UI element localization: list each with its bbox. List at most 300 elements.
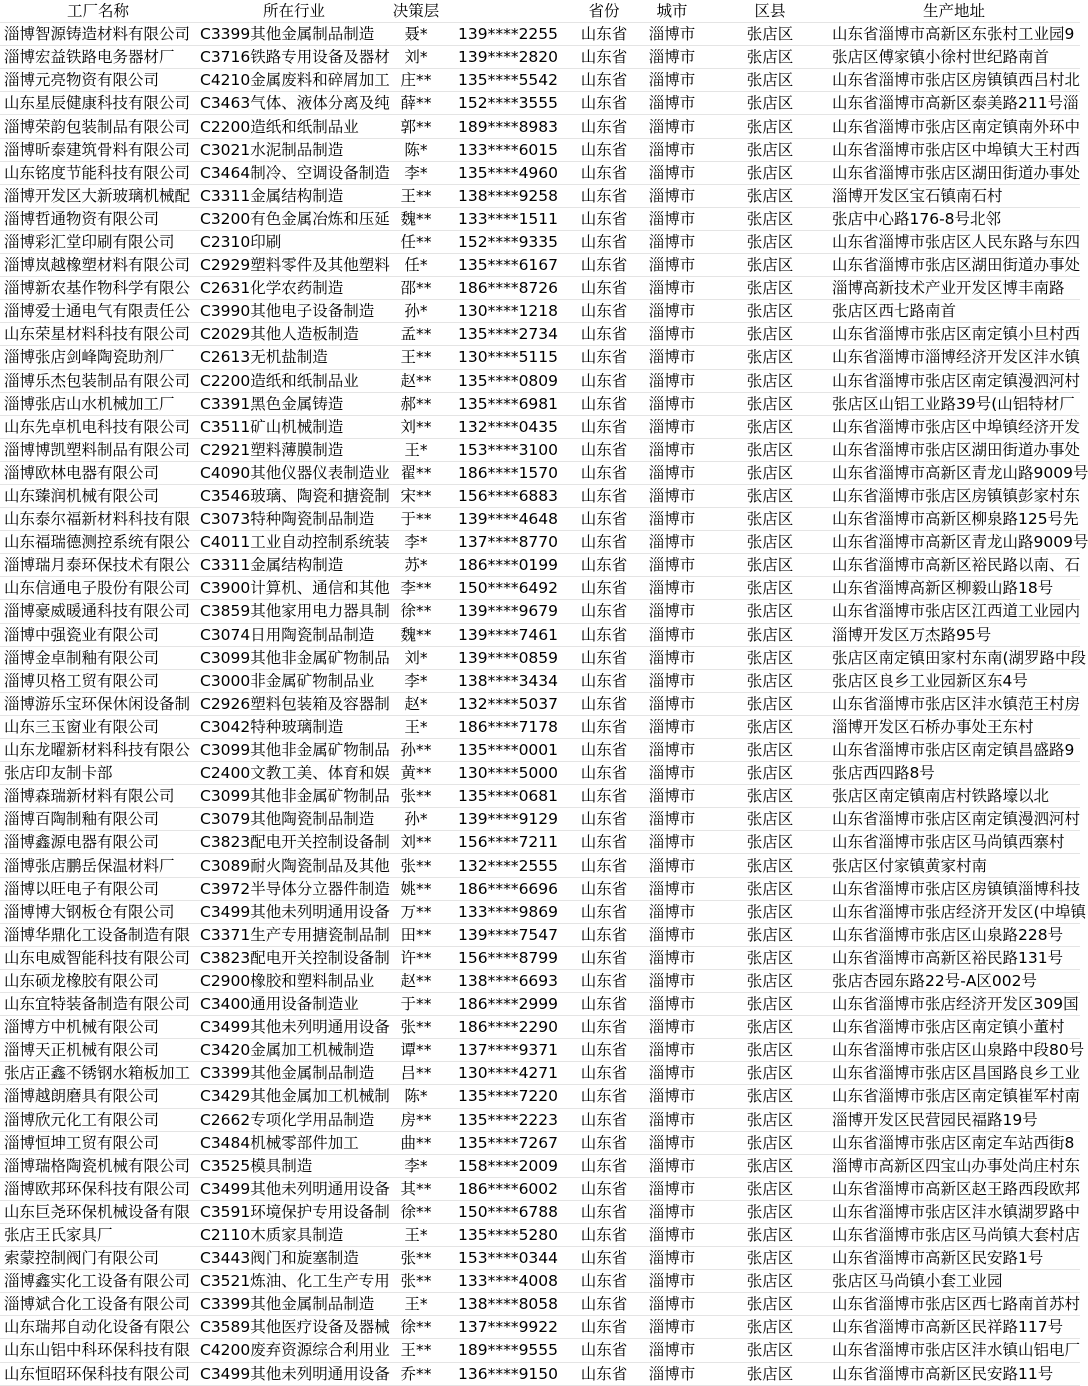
phone-cell[interactable]: 135****0809 (440, 369, 576, 392)
province-cell[interactable]: 山东省 (576, 623, 632, 646)
district-cell[interactable]: 张店区 (712, 1108, 828, 1131)
industry-cell[interactable]: C2200造纸和纸制品业 (196, 369, 392, 392)
province-cell[interactable]: 山东省 (576, 184, 632, 207)
city-cell[interactable]: 淄博市 (632, 323, 712, 346)
province-cell[interactable]: 山东省 (576, 69, 632, 92)
decision-maker-cell[interactable]: 宋** (392, 484, 440, 507)
factory-name-cell[interactable]: 淄博越朗磨具有限公司 (0, 1085, 196, 1108)
decision-maker-cell[interactable]: 赵* (392, 692, 440, 715)
industry-cell[interactable]: C3499其他未列明通用设备 (196, 1177, 392, 1200)
industry-cell[interactable]: C3311金属结构制造 (196, 554, 392, 577)
decision-maker-cell[interactable]: 万** (392, 900, 440, 923)
address-cell[interactable]: 山东省淄博市高新区民安路1号 (828, 1247, 1080, 1270)
address-cell[interactable]: 山东省淄博市高新区青龙山路9009号 (828, 461, 1080, 484)
city-cell[interactable]: 淄博市 (632, 92, 712, 115)
industry-cell[interactable]: C3089耐火陶瓷制品及其他 (196, 854, 392, 877)
decision-maker-cell[interactable]: 郝** (392, 392, 440, 415)
city-cell[interactable]: 淄博市 (632, 369, 712, 392)
district-cell[interactable]: 张店区 (712, 484, 828, 507)
province-cell[interactable]: 山东省 (576, 531, 632, 554)
city-cell[interactable]: 淄博市 (632, 969, 712, 992)
district-cell[interactable]: 张店区 (712, 946, 828, 969)
industry-cell[interactable]: C3990其他电子设备制造 (196, 300, 392, 323)
address-cell[interactable]: 山东省淄博市张店经济开发区(中埠镇 (828, 900, 1080, 923)
city-cell[interactable]: 淄博市 (632, 531, 712, 554)
phone-cell[interactable]: 186****6696 (440, 877, 576, 900)
city-cell[interactable]: 淄博市 (632, 1200, 712, 1223)
factory-name-cell[interactable]: 淄博鑫实化工设备有限公司 (0, 1270, 196, 1293)
industry-cell[interactable]: C3972半导体分立器件制造 (196, 877, 392, 900)
province-cell[interactable]: 山东省 (576, 1247, 632, 1270)
factory-name-cell[interactable]: 淄博贝格工贸有限公司 (0, 669, 196, 692)
city-cell[interactable]: 淄博市 (632, 831, 712, 854)
industry-cell[interactable]: C2900橡胶和塑料制品业 (196, 969, 392, 992)
address-cell[interactable]: 山东省淄博市张店区中埠镇大王村西 (828, 138, 1080, 161)
industry-cell[interactable]: C2200造纸和纸制品业 (196, 115, 392, 138)
address-cell[interactable]: 张店西四路8号 (828, 762, 1080, 785)
industry-cell[interactable]: C2921塑料薄膜制造 (196, 438, 392, 461)
header-phone[interactable] (440, 0, 576, 23)
phone-cell[interactable]: 133****1511 (440, 207, 576, 230)
city-cell[interactable]: 淄博市 (632, 1154, 712, 1177)
district-cell[interactable]: 张店区 (712, 46, 828, 69)
phone-cell[interactable]: 137****8770 (440, 531, 576, 554)
province-cell[interactable]: 山东省 (576, 946, 632, 969)
address-cell[interactable]: 淄博开发区民营园民福路19号 (828, 1108, 1080, 1131)
phone-cell[interactable]: 158****2009 (440, 1154, 576, 1177)
factory-name-cell[interactable]: 淄博华鼎化工设备制造有限 (0, 923, 196, 946)
header-factory-name[interactable]: 工厂名称 (0, 0, 196, 23)
address-cell[interactable]: 山东省淄博市张店区湖田街道办事处 (828, 438, 1080, 461)
province-cell[interactable]: 山东省 (576, 669, 632, 692)
city-cell[interactable]: 淄博市 (632, 900, 712, 923)
industry-cell[interactable]: C3000非金属矿物制品业 (196, 669, 392, 692)
district-cell[interactable]: 张店区 (712, 300, 828, 323)
decision-maker-cell[interactable]: 曲** (392, 1131, 440, 1154)
province-cell[interactable]: 山东省 (576, 1177, 632, 1200)
factory-name-cell[interactable]: 淄博元亮物资有限公司 (0, 69, 196, 92)
industry-cell[interactable]: C3399其他金属制品制造 (196, 1293, 392, 1316)
phone-cell[interactable]: 135****5280 (440, 1223, 576, 1246)
province-cell[interactable]: 山东省 (576, 207, 632, 230)
industry-cell[interactable]: C3525模具制造 (196, 1154, 392, 1177)
district-cell[interactable]: 张店区 (712, 69, 828, 92)
district-cell[interactable]: 张店区 (712, 138, 828, 161)
phone-cell[interactable]: 152****9335 (440, 230, 576, 253)
city-cell[interactable]: 淄博市 (632, 461, 712, 484)
phone-cell[interactable]: 189****8983 (440, 115, 576, 138)
city-cell[interactable]: 淄博市 (632, 207, 712, 230)
city-cell[interactable]: 淄博市 (632, 923, 712, 946)
decision-maker-cell[interactable]: 陈* (392, 138, 440, 161)
district-cell[interactable]: 张店区 (712, 715, 828, 738)
phone-cell[interactable]: 150****6788 (440, 1200, 576, 1223)
decision-maker-cell[interactable]: 黄** (392, 762, 440, 785)
province-cell[interactable]: 山东省 (576, 993, 632, 1016)
phone-cell[interactable]: 130****4271 (440, 1062, 576, 1085)
header-district[interactable]: 区县 (712, 0, 828, 23)
industry-cell[interactable]: C3099其他非金属矿物制品 (196, 646, 392, 669)
decision-maker-cell[interactable]: 李** (392, 577, 440, 600)
phone-cell[interactable]: 152****3555 (440, 92, 576, 115)
province-cell[interactable]: 山东省 (576, 1293, 632, 1316)
city-cell[interactable]: 淄博市 (632, 300, 712, 323)
factory-name-cell[interactable]: 山东信通电子股份有限公司 (0, 577, 196, 600)
city-cell[interactable]: 淄博市 (632, 1270, 712, 1293)
phone-cell[interactable]: 186****2290 (440, 1016, 576, 1039)
factory-name-cell[interactable]: 山东巨尧环保机械设备有限 (0, 1200, 196, 1223)
district-cell[interactable]: 张店区 (712, 1293, 828, 1316)
factory-name-cell[interactable]: 淄博哲通物资有限公司 (0, 207, 196, 230)
factory-name-cell[interactable]: 张店王氏家具厂 (0, 1223, 196, 1246)
decision-maker-cell[interactable]: 翟** (392, 461, 440, 484)
decision-maker-cell[interactable]: 刘** (392, 831, 440, 854)
header-address[interactable]: 生产地址 (828, 0, 1080, 23)
district-cell[interactable]: 张店区 (712, 277, 828, 300)
district-cell[interactable]: 张店区 (712, 415, 828, 438)
decision-maker-cell[interactable]: 赵** (392, 369, 440, 392)
factory-name-cell[interactable]: 淄博智源铸造材料有限公司 (0, 23, 196, 46)
decision-maker-cell[interactable]: 魏** (392, 207, 440, 230)
factory-name-cell[interactable]: 淄博张店山水机械加工厂 (0, 392, 196, 415)
phone-cell[interactable]: 135****2223 (440, 1108, 576, 1131)
factory-name-cell[interactable]: 淄博岚越橡塑材料有限公司 (0, 254, 196, 277)
phone-cell[interactable]: 139****9679 (440, 600, 576, 623)
factory-name-cell[interactable]: 淄博百陶制釉有限公司 (0, 808, 196, 831)
decision-maker-cell[interactable]: 薛** (392, 92, 440, 115)
industry-cell[interactable]: C3021水泥制品制造 (196, 138, 392, 161)
factory-name-cell[interactable]: 淄博欧林电器有限公司 (0, 461, 196, 484)
header-province[interactable]: 省份 (576, 0, 632, 23)
factory-name-cell[interactable]: 山东福瑞德测控系统有限公 (0, 531, 196, 554)
address-cell[interactable]: 山东省淄博市张店区沣水镇山铝电厂 (828, 1339, 1080, 1362)
district-cell[interactable]: 张店区 (712, 900, 828, 923)
factory-name-cell[interactable]: 索蒙控制阀门有限公司 (0, 1247, 196, 1270)
province-cell[interactable]: 山东省 (576, 277, 632, 300)
phone-cell[interactable]: 130****5115 (440, 346, 576, 369)
district-cell[interactable]: 张店区 (712, 1039, 828, 1062)
industry-cell[interactable]: C2662专项化学用品制造 (196, 1108, 392, 1131)
city-cell[interactable]: 淄博市 (632, 1108, 712, 1131)
decision-maker-cell[interactable]: 王* (392, 1293, 440, 1316)
factory-name-cell[interactable]: 淄博博凯塑料制品有限公司 (0, 438, 196, 461)
industry-cell[interactable]: C3823配电开关控制设备制 (196, 831, 392, 854)
phone-cell[interactable]: 132****2555 (440, 854, 576, 877)
district-cell[interactable]: 张店区 (712, 23, 828, 46)
district-cell[interactable]: 张店区 (712, 1362, 828, 1385)
city-cell[interactable]: 淄博市 (632, 692, 712, 715)
district-cell[interactable]: 张店区 (712, 692, 828, 715)
decision-maker-cell[interactable]: 王** (392, 184, 440, 207)
decision-maker-cell[interactable]: 庄** (392, 69, 440, 92)
province-cell[interactable]: 山东省 (576, 1085, 632, 1108)
province-cell[interactable]: 山东省 (576, 900, 632, 923)
province-cell[interactable]: 山东省 (576, 762, 632, 785)
phone-cell[interactable]: 133****9869 (440, 900, 576, 923)
district-cell[interactable]: 张店区 (712, 184, 828, 207)
address-cell[interactable]: 张店区付家镇黄家村南 (828, 854, 1080, 877)
header-industry[interactable]: 所在行业 (196, 0, 392, 23)
phone-cell[interactable]: 189****9555 (440, 1339, 576, 1362)
district-cell[interactable]: 张店区 (712, 600, 828, 623)
decision-maker-cell[interactable]: 乔** (392, 1362, 440, 1385)
address-cell[interactable]: 张店区马尚镇小套工业园 (828, 1270, 1080, 1293)
address-cell[interactable]: 山东省淄博市张店区山泉路中段80号 (828, 1039, 1080, 1062)
phone-cell[interactable]: 130****5000 (440, 762, 576, 785)
province-cell[interactable]: 山东省 (576, 1223, 632, 1246)
district-cell[interactable]: 张店区 (712, 369, 828, 392)
decision-maker-cell[interactable]: 张** (392, 785, 440, 808)
address-cell[interactable]: 山东省淄博市张店区南定镇南外环中 (828, 115, 1080, 138)
decision-maker-cell[interactable]: 田** (392, 923, 440, 946)
district-cell[interactable]: 张店区 (712, 877, 828, 900)
decision-maker-cell[interactable]: 刘* (392, 46, 440, 69)
address-cell[interactable]: 山东省淄博市张店区南定车站西街8 (828, 1131, 1080, 1154)
decision-maker-cell[interactable]: 李* (392, 669, 440, 692)
decision-maker-cell[interactable]: 谭** (392, 1039, 440, 1062)
phone-cell[interactable]: 139****7547 (440, 923, 576, 946)
industry-cell[interactable]: C3463气体、液体分离及纯 (196, 92, 392, 115)
factory-name-cell[interactable]: 淄博金卓制釉有限公司 (0, 646, 196, 669)
phone-cell[interactable]: 156****7211 (440, 831, 576, 854)
address-cell[interactable]: 山东省淄博市张店区房镇镇淄博科技 (828, 877, 1080, 900)
district-cell[interactable]: 张店区 (712, 762, 828, 785)
decision-maker-cell[interactable]: 徐** (392, 1200, 440, 1223)
factory-name-cell[interactable]: 淄博开发区大新玻璃机械配 (0, 184, 196, 207)
province-cell[interactable]: 山东省 (576, 46, 632, 69)
phone-cell[interactable]: 135****7220 (440, 1085, 576, 1108)
decision-maker-cell[interactable]: 于** (392, 993, 440, 1016)
province-cell[interactable]: 山东省 (576, 646, 632, 669)
district-cell[interactable]: 张店区 (712, 1016, 828, 1039)
factory-name-cell[interactable]: 淄博昕泰建筑骨料有限公司 (0, 138, 196, 161)
industry-cell[interactable]: C4200废弃资源综合利用业 (196, 1339, 392, 1362)
address-cell[interactable]: 山东省淄博市张店区南定镇漫泗河村 (828, 808, 1080, 831)
address-cell[interactable]: 山东省淄博市高新区东张村工业园9 (828, 23, 1080, 46)
district-cell[interactable]: 张店区 (712, 1177, 828, 1200)
address-cell[interactable]: 山东省淄博市张店区山泉路228号 (828, 923, 1080, 946)
address-cell[interactable]: 山东省淄博市张店区昌国路良乡工业 (828, 1062, 1080, 1085)
factory-name-cell[interactable]: 淄博豪威暖通科技有限公司 (0, 600, 196, 623)
province-cell[interactable]: 山东省 (576, 1062, 632, 1085)
phone-cell[interactable]: 138****9258 (440, 184, 576, 207)
city-cell[interactable]: 淄博市 (632, 554, 712, 577)
province-cell[interactable]: 山东省 (576, 230, 632, 253)
address-cell[interactable]: 山东省淄博市张店区中埠镇经济开发 (828, 415, 1080, 438)
industry-cell[interactable]: C2310印刷 (196, 230, 392, 253)
province-cell[interactable]: 山东省 (576, 346, 632, 369)
district-cell[interactable]: 张店区 (712, 1131, 828, 1154)
address-cell[interactable]: 淄博开发区石桥办事处王东村 (828, 715, 1080, 738)
province-cell[interactable]: 山东省 (576, 115, 632, 138)
decision-maker-cell[interactable]: 于** (392, 508, 440, 531)
factory-name-cell[interactable]: 山东星辰健康科技有限公司 (0, 92, 196, 115)
district-cell[interactable]: 张店区 (712, 808, 828, 831)
factory-name-cell[interactable]: 山东恒昭环保科技有限公司 (0, 1362, 196, 1385)
district-cell[interactable]: 张店区 (712, 207, 828, 230)
industry-cell[interactable]: C3859其他家用电力器具制 (196, 600, 392, 623)
phone-cell[interactable]: 137****9371 (440, 1039, 576, 1062)
decision-maker-cell[interactable]: 苏* (392, 554, 440, 577)
address-cell[interactable]: 山东省淄博市高新区赵王路西段欧邦 (828, 1177, 1080, 1200)
industry-cell[interactable]: C3823配电开关控制设备制 (196, 946, 392, 969)
district-cell[interactable]: 张店区 (712, 1316, 828, 1339)
district-cell[interactable]: 张店区 (712, 346, 828, 369)
city-cell[interactable]: 淄博市 (632, 600, 712, 623)
city-cell[interactable]: 淄博市 (632, 739, 712, 762)
province-cell[interactable]: 山东省 (576, 1270, 632, 1293)
address-cell[interactable]: 山东省淄博市高新区民祥路117号 (828, 1316, 1080, 1339)
province-cell[interactable]: 山东省 (576, 461, 632, 484)
phone-cell[interactable]: 133****4008 (440, 1270, 576, 1293)
province-cell[interactable]: 山东省 (576, 554, 632, 577)
address-cell[interactable]: 山东省淄博市张店区马尚镇大套村店 (828, 1223, 1080, 1246)
province-cell[interactable]: 山东省 (576, 392, 632, 415)
city-cell[interactable]: 淄博市 (632, 785, 712, 808)
address-cell[interactable]: 山东省淄博市张店区马尚镇西寨村 (828, 831, 1080, 854)
city-cell[interactable]: 淄博市 (632, 1293, 712, 1316)
phone-cell[interactable]: 135****2734 (440, 323, 576, 346)
address-cell[interactable]: 山东省淄博市高新区裕民路以南、石 (828, 554, 1080, 577)
city-cell[interactable]: 淄博市 (632, 646, 712, 669)
decision-maker-cell[interactable]: 郭** (392, 115, 440, 138)
industry-cell[interactable]: C3484机械零部件加工 (196, 1131, 392, 1154)
city-cell[interactable]: 淄博市 (632, 138, 712, 161)
decision-maker-cell[interactable]: 孙** (392, 739, 440, 762)
decision-maker-cell[interactable]: 王* (392, 438, 440, 461)
address-cell[interactable]: 山东省淄博市张店区湖田街道办事处 (828, 254, 1080, 277)
district-cell[interactable]: 张店区 (712, 831, 828, 854)
industry-cell[interactable]: C4210金属废料和碎屑加工 (196, 69, 392, 92)
address-cell[interactable]: 淄博开发区宝石镇南石村 (828, 184, 1080, 207)
factory-name-cell[interactable]: 淄博森瑞新材料有限公司 (0, 785, 196, 808)
factory-name-cell[interactable]: 山东铭度节能科技有限公司 (0, 161, 196, 184)
industry-cell[interactable]: C3099其他非金属矿物制品 (196, 785, 392, 808)
factory-name-cell[interactable]: 淄博荣韵包装制品有限公司 (0, 115, 196, 138)
factory-name-cell[interactable]: 淄博中强瓷业有限公司 (0, 623, 196, 646)
address-cell[interactable]: 山东省淄博市张店区南定镇崔军村南 (828, 1085, 1080, 1108)
decision-maker-cell[interactable]: 孙* (392, 808, 440, 831)
factory-name-cell[interactable]: 淄博斌合化工设备有限公司 (0, 1293, 196, 1316)
province-cell[interactable]: 山东省 (576, 1016, 632, 1039)
factory-name-cell[interactable]: 淄博博大钢板仓有限公司 (0, 900, 196, 923)
phone-cell[interactable]: 186****8726 (440, 277, 576, 300)
province-cell[interactable]: 山东省 (576, 438, 632, 461)
city-cell[interactable]: 淄博市 (632, 993, 712, 1016)
decision-maker-cell[interactable]: 张** (392, 1270, 440, 1293)
factory-name-cell[interactable]: 山东先卓机电科技有限公司 (0, 415, 196, 438)
address-cell[interactable]: 山东省淄博市张店区湖田街道办事处 (828, 161, 1080, 184)
city-cell[interactable]: 淄博市 (632, 1039, 712, 1062)
province-cell[interactable]: 山东省 (576, 415, 632, 438)
factory-name-cell[interactable]: 山东龙曜新材料科技有限公 (0, 739, 196, 762)
province-cell[interactable]: 山东省 (576, 808, 632, 831)
district-cell[interactable]: 张店区 (712, 993, 828, 1016)
district-cell[interactable]: 张店区 (712, 646, 828, 669)
city-cell[interactable]: 淄博市 (632, 23, 712, 46)
address-cell[interactable]: 张店区良乡工业园新区东4号 (828, 669, 1080, 692)
industry-cell[interactable]: C3311金属结构制造 (196, 184, 392, 207)
city-cell[interactable]: 淄博市 (632, 877, 712, 900)
industry-cell[interactable]: C2400文教工美、体育和娱 (196, 762, 392, 785)
industry-cell[interactable]: C3521炼油、化工生产专用 (196, 1270, 392, 1293)
province-cell[interactable]: 山东省 (576, 323, 632, 346)
decision-maker-cell[interactable]: 房** (392, 1108, 440, 1131)
phone-cell[interactable]: 139****2255 (440, 23, 576, 46)
factory-name-cell[interactable]: 淄博张店剑峰陶瓷助剂厂 (0, 346, 196, 369)
phone-cell[interactable]: 138****3434 (440, 669, 576, 692)
district-cell[interactable]: 张店区 (712, 461, 828, 484)
decision-maker-cell[interactable]: 张** (392, 854, 440, 877)
city-cell[interactable]: 淄博市 (632, 161, 712, 184)
district-cell[interactable]: 张店区 (712, 1062, 828, 1085)
city-cell[interactable]: 淄博市 (632, 254, 712, 277)
district-cell[interactable]: 张店区 (712, 92, 828, 115)
district-cell[interactable]: 张店区 (712, 554, 828, 577)
address-cell[interactable]: 山东省淄博市张店区南定镇漫泗河村 (828, 369, 1080, 392)
city-cell[interactable]: 淄博市 (632, 1339, 712, 1362)
address-cell[interactable]: 山东省淄博市张店区西七路南首苏村 (828, 1293, 1080, 1316)
decision-maker-cell[interactable]: 任** (392, 230, 440, 253)
city-cell[interactable]: 淄博市 (632, 577, 712, 600)
city-cell[interactable]: 淄博市 (632, 115, 712, 138)
factory-name-cell[interactable]: 淄博张店鹏岳保温材料厂 (0, 854, 196, 877)
phone-cell[interactable]: 156****8799 (440, 946, 576, 969)
city-cell[interactable]: 淄博市 (632, 69, 712, 92)
industry-cell[interactable]: C3499其他未列明通用设备 (196, 1362, 392, 1385)
province-cell[interactable]: 山东省 (576, 369, 632, 392)
phone-cell[interactable]: 135****6981 (440, 392, 576, 415)
phone-cell[interactable]: 135****0681 (440, 785, 576, 808)
city-cell[interactable]: 淄博市 (632, 1362, 712, 1385)
phone-cell[interactable]: 139****2820 (440, 46, 576, 69)
factory-name-cell[interactable]: 山东宜特装备制造有限公司 (0, 993, 196, 1016)
district-cell[interactable]: 张店区 (712, 392, 828, 415)
address-cell[interactable]: 山东省淄博市高新区裕民路131号 (828, 946, 1080, 969)
province-cell[interactable]: 山东省 (576, 923, 632, 946)
decision-maker-cell[interactable]: 王** (392, 1339, 440, 1362)
decision-maker-cell[interactable]: 徐** (392, 600, 440, 623)
phone-cell[interactable]: 139****4648 (440, 508, 576, 531)
address-cell[interactable]: 张店区南定镇田家村东南(湖罗路中段 (828, 646, 1080, 669)
industry-cell[interactable]: C3420金属加工机械制造 (196, 1039, 392, 1062)
address-cell[interactable]: 淄博市高新区四宝山办事处尚庄村东 (828, 1154, 1080, 1177)
phone-cell[interactable]: 156****6883 (440, 484, 576, 507)
industry-cell[interactable]: C3900计算机、通信和其他 (196, 577, 392, 600)
factory-name-cell[interactable]: 淄博欣元化工有限公司 (0, 1108, 196, 1131)
decision-maker-cell[interactable]: 刘** (392, 415, 440, 438)
industry-cell[interactable]: C4011工业自动控制系统装 (196, 531, 392, 554)
province-cell[interactable]: 山东省 (576, 715, 632, 738)
district-cell[interactable]: 张店区 (712, 1270, 828, 1293)
province-cell[interactable]: 山东省 (576, 831, 632, 854)
district-cell[interactable]: 张店区 (712, 323, 828, 346)
district-cell[interactable]: 张店区 (712, 1085, 828, 1108)
province-cell[interactable]: 山东省 (576, 739, 632, 762)
decision-maker-cell[interactable]: 许** (392, 946, 440, 969)
address-cell[interactable]: 张店区山铝工业路39号(山铝特材厂 (828, 392, 1080, 415)
district-cell[interactable]: 张店区 (712, 254, 828, 277)
city-cell[interactable]: 淄博市 (632, 1177, 712, 1200)
factory-name-cell[interactable]: 淄博欧邦环保科技有限公司 (0, 1177, 196, 1200)
district-cell[interactable]: 张店区 (712, 161, 828, 184)
decision-maker-cell[interactable]: 王* (392, 715, 440, 738)
address-cell[interactable]: 山东省淄博市高新区青龙山路9009号 (828, 531, 1080, 554)
decision-maker-cell[interactable]: 赵** (392, 969, 440, 992)
district-cell[interactable]: 张店区 (712, 623, 828, 646)
decision-maker-cell[interactable]: 王* (392, 1223, 440, 1246)
factory-name-cell[interactable]: 淄博鑫源电器有限公司 (0, 831, 196, 854)
